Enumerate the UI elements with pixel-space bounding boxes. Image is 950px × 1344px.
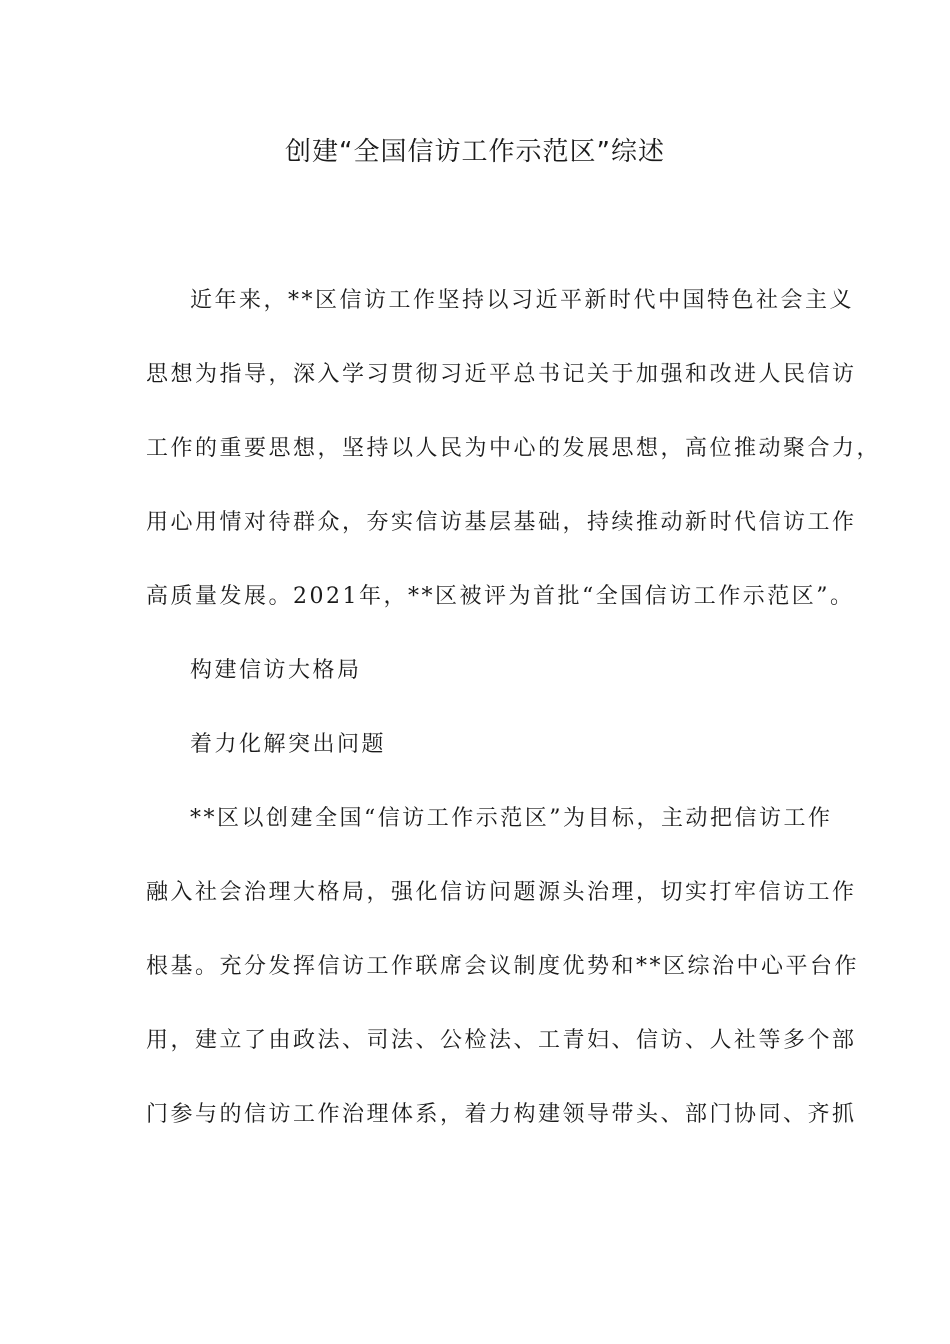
paragraph-1-line-5: 高质量发展。2021年，**区被评为首批“全国信访工作示范区”。 xyxy=(146,584,855,609)
paragraph-2-line-3: 根基。充分发挥信访工作联席会议制度优势和**区综治中心平台作 xyxy=(146,954,860,979)
document-title: 创建“全国信访工作示范区”综述 xyxy=(285,137,665,167)
section-heading-2: 着力化解突出问题 xyxy=(190,732,387,757)
paragraph-1-line-3: 工作的重要思想，坚持以人民为中心的发展思想，高位推动聚合力， xyxy=(146,436,882,461)
paragraph-1-line-4: 用心用情对待群众，夯实信访基层基础，持续推动新时代信访工作 xyxy=(146,510,857,535)
paragraph-2-line-2: 融入社会治理大格局，强化信访问题源头治理，切实打牢信访工作 xyxy=(146,880,857,905)
paragraph-2-line-4: 用，建立了由政法、司法、公检法、工青妇、信访、人社等多个部 xyxy=(146,1028,857,1053)
document-body xyxy=(146,280,882,1168)
paragraph-1-line-1: 近年来，**区信访工作坚持以习近平新时代中国特色社会主义 xyxy=(190,288,855,313)
section-heading-1: 构建信访大格局 xyxy=(190,658,362,683)
paragraph-1-line-2: 思想为指导，深入学习贯彻习近平总书记关于加强和改进人民信访 xyxy=(146,362,857,387)
paragraph-2-line-5: 门参与的信访工作治理体系，着力构建领导带头、部门协同、齐抓 xyxy=(146,1102,857,1127)
paragraph-2-line-1: **区以创建全国“信访工作示范区”为目标，主动把信访工作 xyxy=(190,806,833,831)
